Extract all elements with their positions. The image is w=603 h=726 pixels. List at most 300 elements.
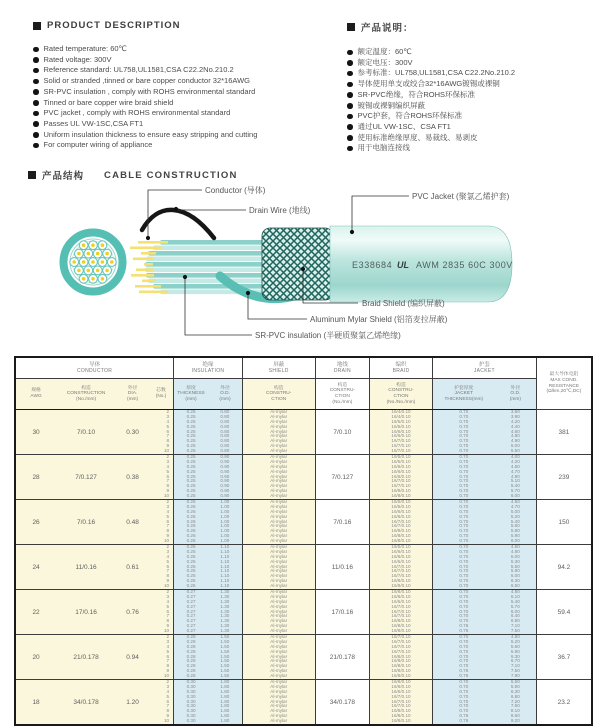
micro-value: Al-mylar	[270, 712, 288, 718]
resistance-cell	[536, 635, 592, 680]
micro-value: 16/7/0.10	[391, 438, 411, 444]
micro-value: 6	[166, 473, 170, 479]
value: 7/0.10	[333, 428, 352, 436]
micro-value: 4.50	[510, 499, 520, 505]
micro-value: 16/5/0.10	[391, 459, 411, 465]
leader-dot	[301, 267, 305, 271]
micro-value: 0.80	[220, 447, 230, 453]
micro-value: 6.30	[510, 689, 520, 694]
micro-value: 8	[166, 708, 170, 714]
micro-value: Al-mylar	[270, 589, 288, 595]
micro-value: 0.27	[186, 627, 196, 633]
conductor-label: Conductor (导体)	[205, 186, 266, 195]
micro-value: 1.00	[220, 537, 230, 543]
micro-value: Al-mylar	[270, 513, 288, 519]
micro-value: 0.70	[459, 703, 469, 709]
micro-value: 0.70	[459, 663, 469, 669]
micro-value: Al-mylar	[270, 594, 288, 600]
column-label: (mm)	[509, 396, 521, 402]
micro-value: 4.80	[510, 634, 520, 640]
braid-cell	[370, 455, 433, 500]
leader-dot	[350, 230, 354, 234]
micro-value: 1.10	[220, 573, 230, 579]
micro-value: 4.80	[510, 433, 520, 439]
micro-value: 0.90	[220, 492, 230, 498]
micro-value: 16/5/0.10	[391, 454, 411, 460]
micro-value: 6.00	[510, 492, 520, 498]
micro-value: 1.50	[220, 634, 230, 640]
copper-core-dot	[91, 243, 95, 247]
column-label: (No./No./mm)	[386, 399, 416, 405]
micro-value: 0.30	[186, 698, 196, 704]
micro-value: 0.25	[186, 428, 196, 434]
micro-value: 16/7/0.10	[391, 644, 411, 649]
value-stack	[208, 410, 242, 454]
micro-value: Al-mylar	[270, 667, 288, 673]
desc-en-text: Passes UL VW-1SC,CSA FT1	[43, 118, 144, 128]
conductor-strand	[130, 247, 161, 250]
micro-value: 0.25	[186, 487, 196, 493]
micro-value: 0.70	[459, 414, 469, 420]
micro-value: Al-mylar	[270, 442, 288, 448]
value-stack	[243, 410, 315, 454]
micro-value: 10	[163, 627, 170, 633]
micro-value: 6.30	[510, 577, 520, 583]
micro-value: 0.27	[186, 622, 196, 628]
micro-value: Al-mylar	[270, 608, 288, 614]
leader-dot	[146, 236, 150, 240]
desc-en-text: Uniform insulation thickness to ensure easy stripping and cutting	[43, 129, 258, 139]
insulation-cell	[174, 635, 243, 680]
value-stack	[243, 500, 315, 544]
jacket-cell	[432, 590, 536, 635]
micro-value: 16/6/0.10	[391, 589, 411, 595]
micro-value: 1.80	[220, 703, 230, 709]
micro-value: 2	[166, 634, 170, 640]
value-stack	[370, 545, 432, 589]
micro-value: 5.00	[510, 442, 520, 448]
micro-value: 0.27	[186, 589, 196, 595]
desc-cn-item	[347, 143, 595, 154]
micro-value: 0.28	[186, 653, 196, 659]
micro-value: Al-mylar	[270, 599, 288, 604]
micro-value: 0.26	[186, 537, 196, 543]
bullet-icon	[33, 121, 39, 127]
desc-en-text: For computer wiring of appliance	[43, 140, 153, 150]
braid-cell	[370, 500, 433, 545]
micro-value: 0.25	[186, 459, 196, 465]
micro-value: 5.20	[510, 513, 520, 519]
value: 381	[558, 428, 570, 436]
shield-cell	[242, 500, 315, 545]
micro-value: 0.30	[186, 693, 196, 699]
micro-value: 16/8/0.10	[391, 653, 411, 659]
product-description-cn-title	[347, 20, 595, 34]
micro-value: 0.30	[186, 689, 196, 694]
micro-value: Al-mylar	[270, 558, 288, 564]
copper-core-dot	[87, 252, 91, 256]
desc-cn-text: 额定温度：60℃	[357, 47, 412, 56]
micro-value: 6.50	[510, 582, 520, 588]
micro-value: Al-mylar	[270, 473, 288, 479]
column-label: THICKNESS	[177, 391, 205, 397]
micro-value: Al-mylar	[270, 582, 288, 588]
value: 21/0.178	[73, 653, 99, 661]
micro-value: 0.25	[186, 558, 196, 564]
micro-value: 16/8/0.10	[391, 532, 411, 538]
micro-value: 16/7/0.10	[391, 568, 411, 574]
micro-value: 16/8/0.10	[391, 712, 411, 718]
resistance-header-line: RESISTANCE	[548, 383, 580, 389]
micro-value: 0.70	[459, 464, 469, 469]
leader-dot	[174, 207, 178, 211]
micro-value: Al-mylar	[270, 438, 288, 444]
micro-value: 0.70	[459, 499, 469, 505]
micro-value: 16/8/0.10	[391, 663, 411, 669]
micro-value: 1.80	[220, 712, 230, 718]
product-description-title-text: PRODUCT DESCRIPTION	[47, 20, 181, 31]
braid-cell	[370, 680, 433, 726]
bullet-icon	[347, 124, 353, 130]
construction-title-cn: 产品结构	[42, 171, 85, 182]
micro-value: 1.80	[220, 689, 230, 694]
leader-dot	[246, 291, 250, 295]
micro-value: 0.70	[459, 563, 469, 569]
micro-value: 0.70	[459, 459, 469, 465]
copper-core-dot	[105, 252, 109, 256]
col-group-conductor	[15, 357, 174, 379]
insulation-cell	[174, 500, 243, 545]
desc-cn-text: SR-PVC绝缘，符合ROHS环保标准	[357, 89, 476, 99]
micro-value: 1.30	[220, 599, 230, 604]
micro-value: Al-mylar	[270, 618, 288, 624]
micro-value: 16/8/0.10	[391, 487, 411, 493]
micro-value: 4	[166, 644, 170, 649]
micro-value: 7	[166, 568, 170, 574]
micro-value: 5.50	[510, 447, 520, 453]
desc-cn-item	[347, 122, 595, 133]
micro-value: 3	[166, 459, 170, 465]
micro-value: 4	[166, 509, 170, 514]
micro-value: 0.70	[459, 492, 469, 498]
shield-cell	[242, 590, 315, 635]
bullet-icon	[33, 68, 39, 74]
value: 34/0.178	[329, 698, 356, 706]
micro-value: 16/6/0.10	[391, 684, 411, 690]
micro-value: 0.70	[459, 568, 469, 574]
micro-value: 0.70	[459, 537, 469, 543]
desc-en-text: Rated temperature: 60℃	[43, 44, 127, 53]
micro-value: Al-mylar	[270, 689, 288, 694]
micro-value: 5	[166, 513, 170, 519]
micro-value: Al-mylar	[270, 487, 288, 493]
spec-row	[15, 455, 592, 500]
micro-value: 16/8/0.10	[391, 627, 411, 633]
value: 0.38	[126, 473, 139, 481]
micro-value: 16/7/0.10	[391, 478, 411, 484]
value-stack	[495, 635, 536, 679]
bullet-icon	[33, 132, 39, 138]
micro-value: 0.28	[186, 663, 196, 669]
cable-construction-diagram	[0, 178, 603, 353]
micro-value: 0.28	[186, 667, 196, 673]
insulation-cell	[174, 680, 243, 726]
micro-value: 5.90	[510, 684, 520, 690]
value: 7/0.16	[77, 518, 96, 526]
bullet-icon	[33, 111, 39, 117]
micro-value: 16/8/0.10	[391, 577, 411, 583]
copper-core-dot	[96, 252, 100, 256]
micro-value: 9	[166, 487, 170, 493]
conductor-cell	[15, 545, 174, 590]
value-stack	[174, 590, 208, 634]
micro-value: 0.70	[459, 468, 469, 474]
conductor-cell	[15, 590, 174, 635]
micro-value: 16/8/0.10	[391, 667, 411, 673]
spec-row	[15, 680, 592, 726]
resistance-cell	[536, 545, 592, 590]
micro-value: 5	[166, 558, 170, 564]
value-stack	[433, 680, 495, 724]
braid-cell	[370, 635, 433, 680]
value: 239	[558, 473, 570, 481]
desc-cn-item	[347, 90, 595, 101]
micro-value: 0.27	[186, 599, 196, 604]
copper-core-dot	[91, 277, 95, 281]
micro-value: 0.25	[186, 492, 196, 498]
micro-value: 0.28	[186, 639, 196, 645]
micro-value: Al-mylar	[270, 684, 288, 690]
micro-value: 8	[166, 438, 170, 444]
micro-value: 0.90	[220, 473, 230, 479]
micro-value: 8.10	[510, 708, 520, 714]
bullet-icon	[347, 60, 353, 66]
micro-value: 16/7/0.10	[391, 613, 411, 619]
micro-value: 1.10	[220, 563, 230, 569]
desc-en-item	[33, 98, 333, 109]
micro-value: 16/6/0.10	[391, 473, 411, 479]
column-label: (mm)	[219, 396, 231, 402]
braid-cell	[370, 545, 433, 590]
value: 30	[32, 428, 40, 436]
micro-value: 1.00	[220, 528, 230, 534]
value-stack	[208, 545, 242, 589]
product-description-cn-title-text: 产品说明：	[361, 23, 414, 34]
micro-value: 0.90	[220, 468, 230, 474]
micro-value: Al-mylar	[270, 663, 288, 669]
product-description-cn	[347, 20, 595, 154]
micro-value: 5.30	[510, 558, 520, 564]
micro-value: 3	[166, 594, 170, 600]
bullet-icon	[33, 143, 39, 149]
micro-value: 7.50	[510, 627, 520, 633]
micro-value: 0.30	[186, 708, 196, 714]
micro-value: 1.30	[220, 608, 230, 614]
micro-value: 6	[166, 518, 170, 524]
micro-value: 1.80	[220, 693, 230, 699]
group-label-en: INSULATION	[191, 368, 225, 375]
group-label-cn: 护套	[478, 361, 490, 368]
sub-header-conductor	[15, 379, 174, 410]
micro-value: 1.80	[220, 717, 230, 723]
micro-value: 1.50	[220, 658, 230, 664]
micro-value: 16/8/0.10	[391, 672, 411, 678]
section-marker-icon	[347, 23, 355, 31]
micro-value: 0.28	[186, 634, 196, 640]
value-stack	[243, 680, 315, 724]
value: 0.94	[126, 653, 139, 661]
copper-core-dot	[77, 269, 81, 273]
col-group-resistance	[536, 357, 592, 410]
bullet-icon	[33, 89, 39, 95]
micro-value: 1.10	[220, 577, 230, 583]
micro-value: 4	[166, 419, 170, 424]
micro-value: Al-mylar	[270, 478, 288, 484]
micro-value: 9	[166, 577, 170, 583]
micro-value: 5.40	[510, 518, 520, 524]
micro-value: 0.25	[186, 582, 196, 588]
sub-header-jacket	[432, 379, 536, 410]
bullet-icon	[347, 146, 353, 152]
micro-value: 0.90	[220, 454, 230, 460]
value: 11/0.16	[75, 563, 97, 571]
micro-value: Al-mylar	[270, 518, 288, 524]
value: 7/0.10	[77, 428, 96, 436]
micro-value: 5.60	[510, 644, 520, 649]
column-label: AWG	[30, 394, 42, 399]
desc-cn-item	[347, 133, 595, 144]
micro-value: 16/7/0.10	[391, 603, 411, 609]
micro-value: 0.25	[186, 577, 196, 583]
micro-value: 7.90	[510, 672, 520, 678]
desc-cn-text: PVC护套，符合ROHS环保标准	[357, 111, 463, 121]
column-label: CONSTRU-	[329, 388, 356, 394]
micro-value: 1.30	[220, 589, 230, 595]
column-label: DIA.	[127, 391, 138, 397]
micro-value: 5.80	[510, 528, 520, 534]
value-stack	[370, 500, 432, 544]
value: 11/0.16	[331, 563, 353, 571]
micro-value: 5.90	[510, 648, 520, 654]
micro-value: 1.50	[220, 672, 230, 678]
value: 0.30	[126, 428, 139, 436]
column-label: 构造	[273, 385, 284, 391]
micro-value: 0.27	[186, 613, 196, 619]
conductor-cell	[15, 455, 174, 500]
copper-core-dot	[82, 243, 86, 247]
value: 21/0.178	[329, 653, 356, 661]
col-group-insulation	[174, 357, 243, 379]
micro-value: 16/5/0.10	[391, 423, 411, 429]
value-stack	[174, 680, 208, 724]
bullet-icon	[347, 82, 353, 88]
micro-value: 0.25	[186, 423, 196, 429]
micro-value: 0.70	[459, 544, 469, 550]
micro-value: Al-mylar	[270, 639, 288, 645]
micro-value: Al-mylar	[270, 672, 288, 678]
micro-value: 0.70	[459, 689, 469, 694]
micro-value: 6.00	[510, 573, 520, 579]
micro-value: 0.25	[186, 454, 196, 460]
value: 20	[32, 653, 40, 661]
column-label: 外径	[127, 385, 138, 391]
desc-cn-text: 额定电压：300V	[357, 57, 413, 67]
value: 7/0.127	[75, 473, 97, 481]
micro-value: 16/7/0.10	[391, 703, 411, 709]
micro-value: 16/8/0.10	[391, 618, 411, 624]
micro-value: 0.70	[459, 658, 469, 664]
micro-value: 6.40	[510, 613, 520, 619]
value-stack	[243, 545, 315, 589]
value: 7/0.127	[331, 473, 354, 481]
column-label: (No.)	[155, 394, 167, 399]
micro-value: 1.50	[220, 667, 230, 673]
micro-value: Al-mylar	[270, 693, 288, 699]
micro-value: 0.70	[459, 428, 469, 434]
bullet-icon	[347, 103, 353, 109]
micro-value: Al-mylar	[270, 409, 288, 415]
micro-value: 6.70	[510, 658, 520, 664]
micro-value: 4.50	[510, 544, 520, 550]
insulation-cell	[174, 545, 243, 590]
value-stack	[149, 500, 173, 544]
shield-cell	[242, 410, 315, 455]
micro-value: 1.00	[220, 504, 230, 510]
micro-value: Al-mylar	[270, 428, 288, 434]
micro-value: 5.10	[510, 478, 520, 484]
desc-en-text: Tinned or bare copper wire braid shield	[43, 97, 174, 107]
desc-en-text: PVC jacket , comply with ROHS environmental standard	[43, 108, 231, 118]
micro-value: 0.76	[459, 627, 469, 633]
micro-value: 0.80	[220, 433, 230, 439]
micro-value: 16/8/0.10	[391, 582, 411, 588]
micro-value: 0.90	[220, 464, 230, 469]
insulation-cell	[174, 410, 243, 455]
column-label: CONSTRU-	[266, 391, 292, 397]
micro-value: 0.70	[459, 509, 469, 514]
col-group-jacket	[432, 357, 536, 379]
micro-value: 1.00	[220, 513, 230, 519]
micro-value: 5.00	[510, 509, 520, 514]
micro-value: 16/8/0.10	[391, 717, 411, 723]
micro-value: 0.70	[459, 549, 469, 555]
micro-value: 7	[166, 433, 170, 439]
micro-value: Al-mylar	[270, 414, 288, 420]
bullet-icon	[33, 47, 39, 53]
micro-value: 7.10	[510, 622, 520, 628]
micro-value: 16/7/0.10	[391, 608, 411, 614]
value: 0.61	[126, 563, 139, 571]
micro-value: 0.70	[459, 582, 469, 588]
braid-cell	[370, 410, 433, 455]
micro-value: 5.20	[510, 639, 520, 645]
micro-value: Al-mylar	[270, 433, 288, 439]
value-stack	[243, 590, 315, 634]
micro-value: 0.70	[459, 653, 469, 659]
value-stack	[370, 410, 432, 454]
micro-value: 1.30	[220, 603, 230, 609]
copper-core-dot	[101, 277, 105, 281]
copper-core-dot	[101, 243, 105, 247]
value-stack	[208, 500, 242, 544]
micro-value: 7.50	[510, 667, 520, 673]
desc-cn-item	[347, 79, 595, 90]
micro-value: 0.70	[459, 478, 469, 484]
value: 28	[32, 473, 40, 481]
micro-value: 7	[166, 478, 170, 484]
micro-value: 16/7/0.10	[391, 634, 411, 640]
column-label: CTION	[334, 394, 350, 399]
